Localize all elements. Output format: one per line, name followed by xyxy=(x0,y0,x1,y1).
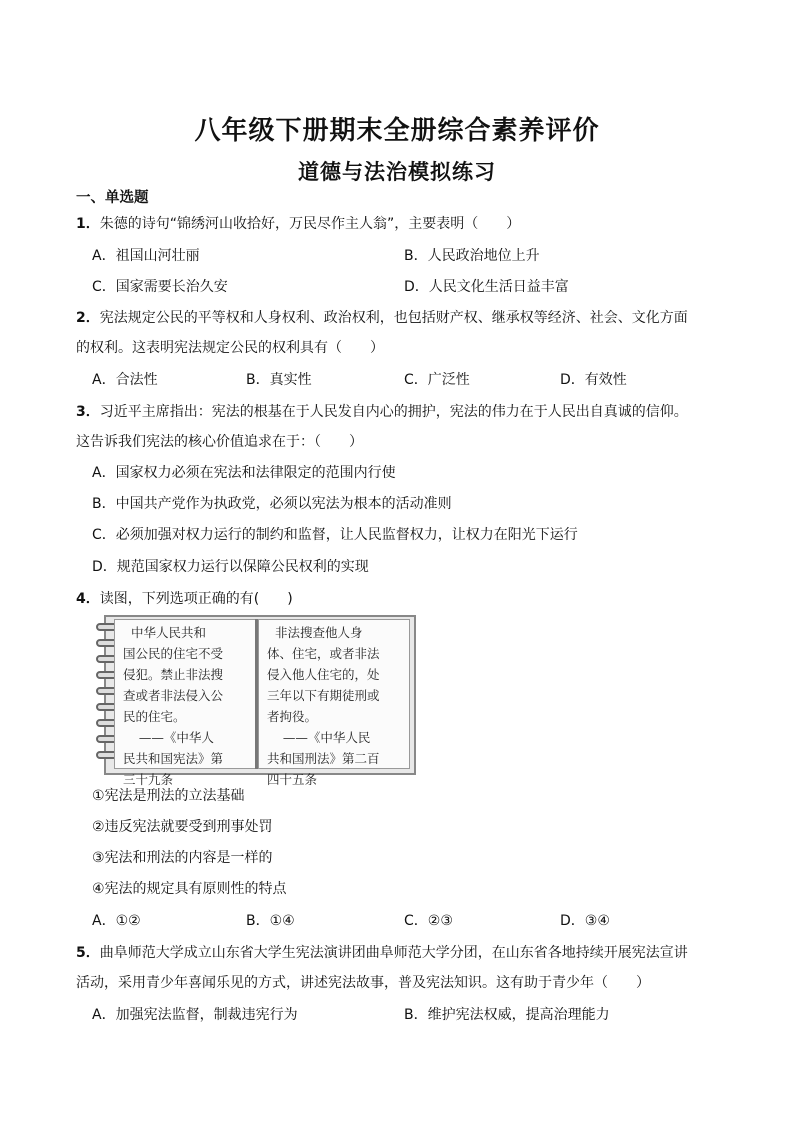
option-c: C．国家需要长治久安 xyxy=(92,279,228,295)
question-2 xyxy=(76,308,688,328)
option-a: A．加强宪法监督，制裁违宪行为 xyxy=(92,1007,298,1023)
option-d: D．人民文化生活日益丰富 xyxy=(404,279,569,295)
question-text: 曲阜师范大学成立山东省大学生宪法演讲团曲阜师范大学分团，在山东省各地持续开展宪法宣讲 xyxy=(99,945,688,961)
option-b: B．人民政治地位上升 xyxy=(404,248,540,264)
question-text-cont: 这告诉我们宪法的核心价值追求在于：（ ） xyxy=(76,434,363,450)
option-a: A．祖国山河壮丽 xyxy=(92,248,200,264)
question-number: 4． xyxy=(76,591,100,607)
section-heading: 一、单选题 xyxy=(76,190,149,206)
option-d: D．有效性 xyxy=(560,372,627,388)
question-text: 习近平主席指出：宪法的根基在于人民发自内心的拥护，宪法的伟力在于人民出自真诚的信仰。 xyxy=(99,404,688,420)
question-text: 宪法规定公民的平等权和人身权利、政治权利，也包括财产权、继承权等经济、社会、文化方面 xyxy=(99,310,688,326)
statement-1: ①宪法是刑法的立法基础 xyxy=(92,788,245,804)
option-a: A．国家权力必须在宪法和法律限定的范围内行使 xyxy=(92,465,396,481)
option-b: B．真实性 xyxy=(246,372,312,388)
question-number: 3． xyxy=(76,404,100,420)
question-3 xyxy=(76,402,688,422)
criminal-law-excerpt: 非法搜查他人身 体、住宅，或者非法 侵入他人住宅的，处 三年以下有期徒刑或 者拘役。 ——《中华人民 共和国刑法》第二百 四十五条 xyxy=(258,619,410,769)
statement-3: ③宪法和刑法的内容是一样的 xyxy=(92,850,273,866)
option-a: A．①② xyxy=(92,913,141,929)
option-d: D．③④ xyxy=(560,913,610,929)
option-b: B．中国共产党作为执政党，必须以宪法为根本的活动准则 xyxy=(92,496,452,512)
option-c: C．必须加强对权力运行的制约和监督，让人民监督权力，让权力在阳光下运行 xyxy=(92,527,578,543)
question-number: 1． xyxy=(76,216,100,232)
option-a: A．合法性 xyxy=(92,372,158,388)
notebook-figure xyxy=(96,615,420,787)
question-5 xyxy=(76,943,688,963)
option-d: D．规范国家权力运行以保障公民权利的实现 xyxy=(92,559,369,575)
option-c: C．②③ xyxy=(404,913,453,929)
question-4 xyxy=(76,589,293,609)
option-c: C．广泛性 xyxy=(404,372,470,388)
statement-4: ④宪法的规定具有原则性的特点 xyxy=(92,881,287,897)
option-b: B．①④ xyxy=(246,913,295,929)
question-number: 2． xyxy=(76,310,100,326)
constitution-excerpt: 中华人民共和 国公民的住宅不受 侵犯。禁止非法搜 查或者非法侵入公 民的住宅。 ——《中华人 民共和国宪法》第 三十九条 xyxy=(114,619,256,769)
question-number: 5． xyxy=(76,945,100,961)
question-1 xyxy=(76,214,520,234)
statement-2: ②违反宪法就要受到刑事处罚 xyxy=(92,819,273,835)
page-title: 八年级下册期末全册综合素养评价 xyxy=(194,116,600,146)
question-text-cont: 活动，采用青少年喜闻乐见的方式，讲述宪法故事，普及宪法知识。这有助于青少年（ ） xyxy=(76,975,650,991)
question-text-cont: 的权利。这表明宪法规定公民的权利具有（ ） xyxy=(76,340,384,356)
question-text: 读图，下列选项正确的有( ) xyxy=(99,591,293,607)
option-b: B．维护宪法权威，提高治理能力 xyxy=(404,1007,610,1023)
question-text: 朱德的诗句“锦绣河山收拾好，万民尽作主人翁”，主要表明（ ） xyxy=(99,216,521,232)
page-subtitle: 道德与法治模拟练习 xyxy=(298,159,496,184)
